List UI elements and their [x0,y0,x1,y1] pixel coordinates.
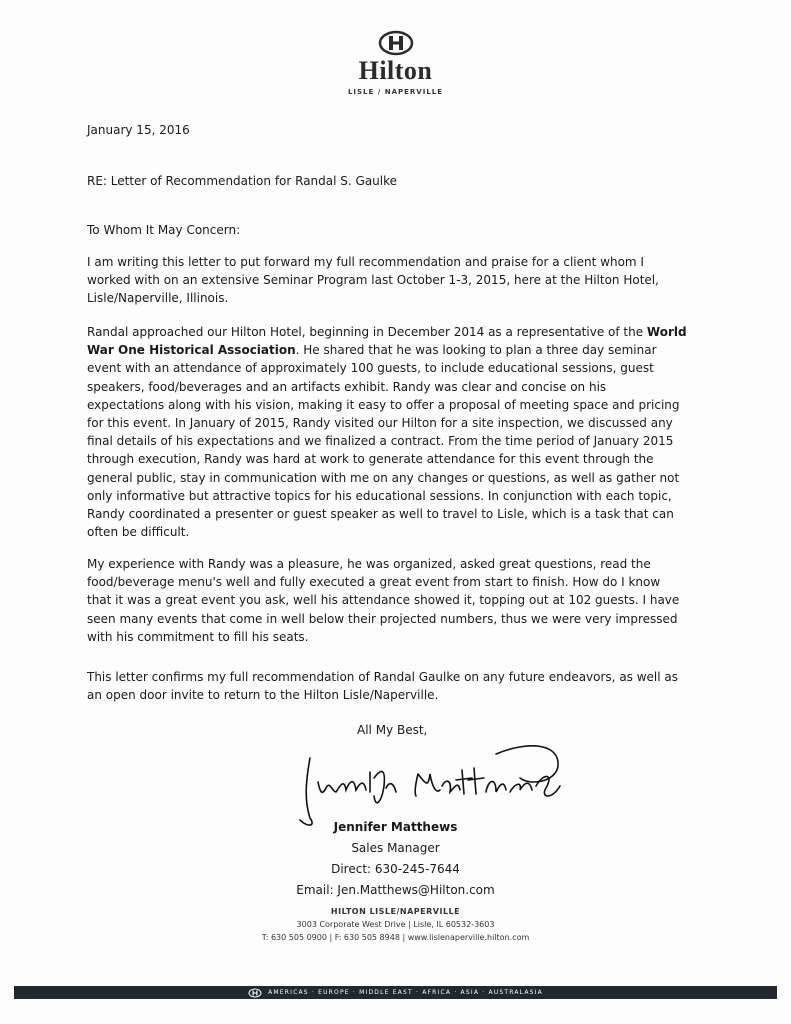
closing: All My Best, [357,723,428,737]
letterhead [0,30,791,96]
paragraph-3: My experience with Randy was a pleasure, he was organized, asked great questions, read the food/beverage menu's well and fully executed a great event from start to finish. How do I know that it was a great event you ask, well his attendance showed it, topping out at 102 guests. I have seen many events that come in well below their projected numbers, thus we were very impressed with his commitment to fill his seats. [87,557,680,644]
letter-subject: RE: Letter of Recommendation for Randal S. Gaulke [87,174,398,188]
signer-title: Sales Manager [351,841,440,855]
signature-block [0,817,791,901]
signer-email: Email: Jen.Matthews@Hilton.com [296,883,495,897]
paragraph-2-start: Randal approached our Hilton Hotel, beginning in December 2014 as a representative of the [87,325,647,339]
association-name: World War One Historical Association [87,325,687,358]
signer-name: Jennifer Matthews [333,820,458,834]
paragraph-2 [87,323,687,541]
hilton-small-logo-icon [248,988,262,998]
hilton-logo-icon [378,30,414,56]
letter-salutation: To Whom It May Concern: [87,223,241,237]
paragraph-4: This letter confirms my full recommendation of Randal Gaulke on any future endeavors, as well as an open door invite to return to the Hilton Lisle/Naperville. [87,670,679,703]
paragraph-2-end: . He shared that he was looking to plan a three day seminar event with an attendance of approximately 100 guests, to include educational sessions, guest speakers, food/beverages and an artifacts exhibit. Randy was clear and concise on his expectations along with his vision, making it easy to offer a proposal of meeting space and pricing for this event. In January of 2015, Randy visited our Hilton for a site inspection, we discussed any final details of his expectations and we finalized a contract. From the time period of January 2015 through execution, Randy was hard at work to generate attendance for this event through the general public, stay in communication with me on any changes or questions, as well as gather not only informative but attractive topics for his educational sessions. In conjunction with each topic, Randy coordinated a presenter or guest speaker as well to travel to Lisle, which is a task that can often be difficult. [87,343,680,540]
footer-hotel-name: HILTON LISLE/NAPERVILLE [330,907,461,916]
footer-street-address: 3003 Corporate West Drive | Lisle, IL 60532-3603 [296,920,495,929]
handwritten-signature [290,730,590,830]
footer-address [0,905,791,944]
brand-location: LISLE / NAPERVILLE [347,88,444,96]
footer-contact: T: 630 505 0900 | F: 630 505 8948 | www.lislenaperville.hilton.com [261,933,530,942]
signer-phone: Direct: 630-245-7644 [331,862,460,876]
footer-band [14,986,777,999]
paragraph-1: I am writing this letter to put forward my full recommendation and praise for a client whom I worked with on an extensive Seminar Program last October 1-3, 2015, here at the Hilton Hotel, Lisle/Naperville, Illinois. [87,255,659,306]
letter-date: January 15, 2016 [87,123,190,137]
footer-regions: AMERICAS · EUROPE · MIDDLE EAST · AFRICA · ASIA · AUSTRALASIA [268,989,543,996]
brand-name: Hilton [358,56,433,85]
